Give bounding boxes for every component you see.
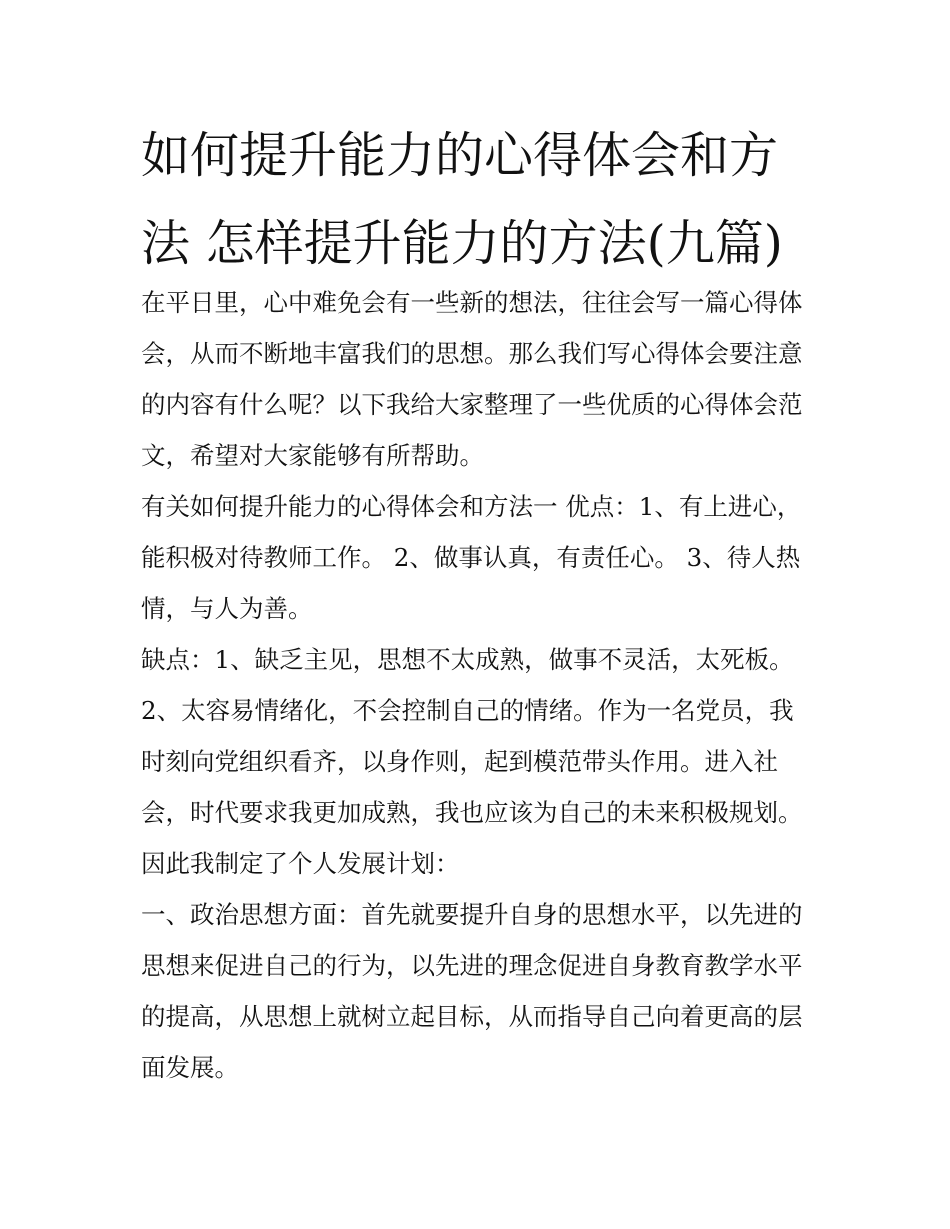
intro-paragraph: 在平日里，心中难免会有一些新的想法，往往会写一篇心得体会，从而不断地丰富我们的思想。那么我们写心得体会要注意的内容有什么呢？以下我给大家整理了一些优质的心得体会范文，希望对大家能够有所帮助。	[141, 288, 803, 470]
weaknesses-paragraph: 缺点：1、缺乏主见，思想不太成熟，做事不灵活，太死板。 2、太容易情绪化，不会控制自己的情绪。作为一名党员，我时刻向党组织看齐，以身作则，起到模范带头作用。进入社会，时代要求我更加成熟，我也应该为自己的未来积极规划。因此我制定了个人发展计划：	[141, 645, 803, 878]
strengths-paragraph: 有关如何提升能力的心得体会和方法一 优点：1、有上进心，能积极对待教师工作。 2、做事认真，有责任心。 3、待人热情，与人为善。	[141, 492, 802, 623]
political-thought-paragraph: 一、政治思想方面：首先就要提升自身的思想水平，以先进的思想来促进自己的行为，以先进的理念促进自身教育教学水平的提高，从思想上就树立起目标，从而指导自己向着更高的层面发展。	[141, 900, 803, 1082]
document-body	[141, 277, 813, 1093]
document-title: 如何提升能力的心得体会和方法 怎样提升能力的方法(九篇)	[141, 127, 783, 272]
